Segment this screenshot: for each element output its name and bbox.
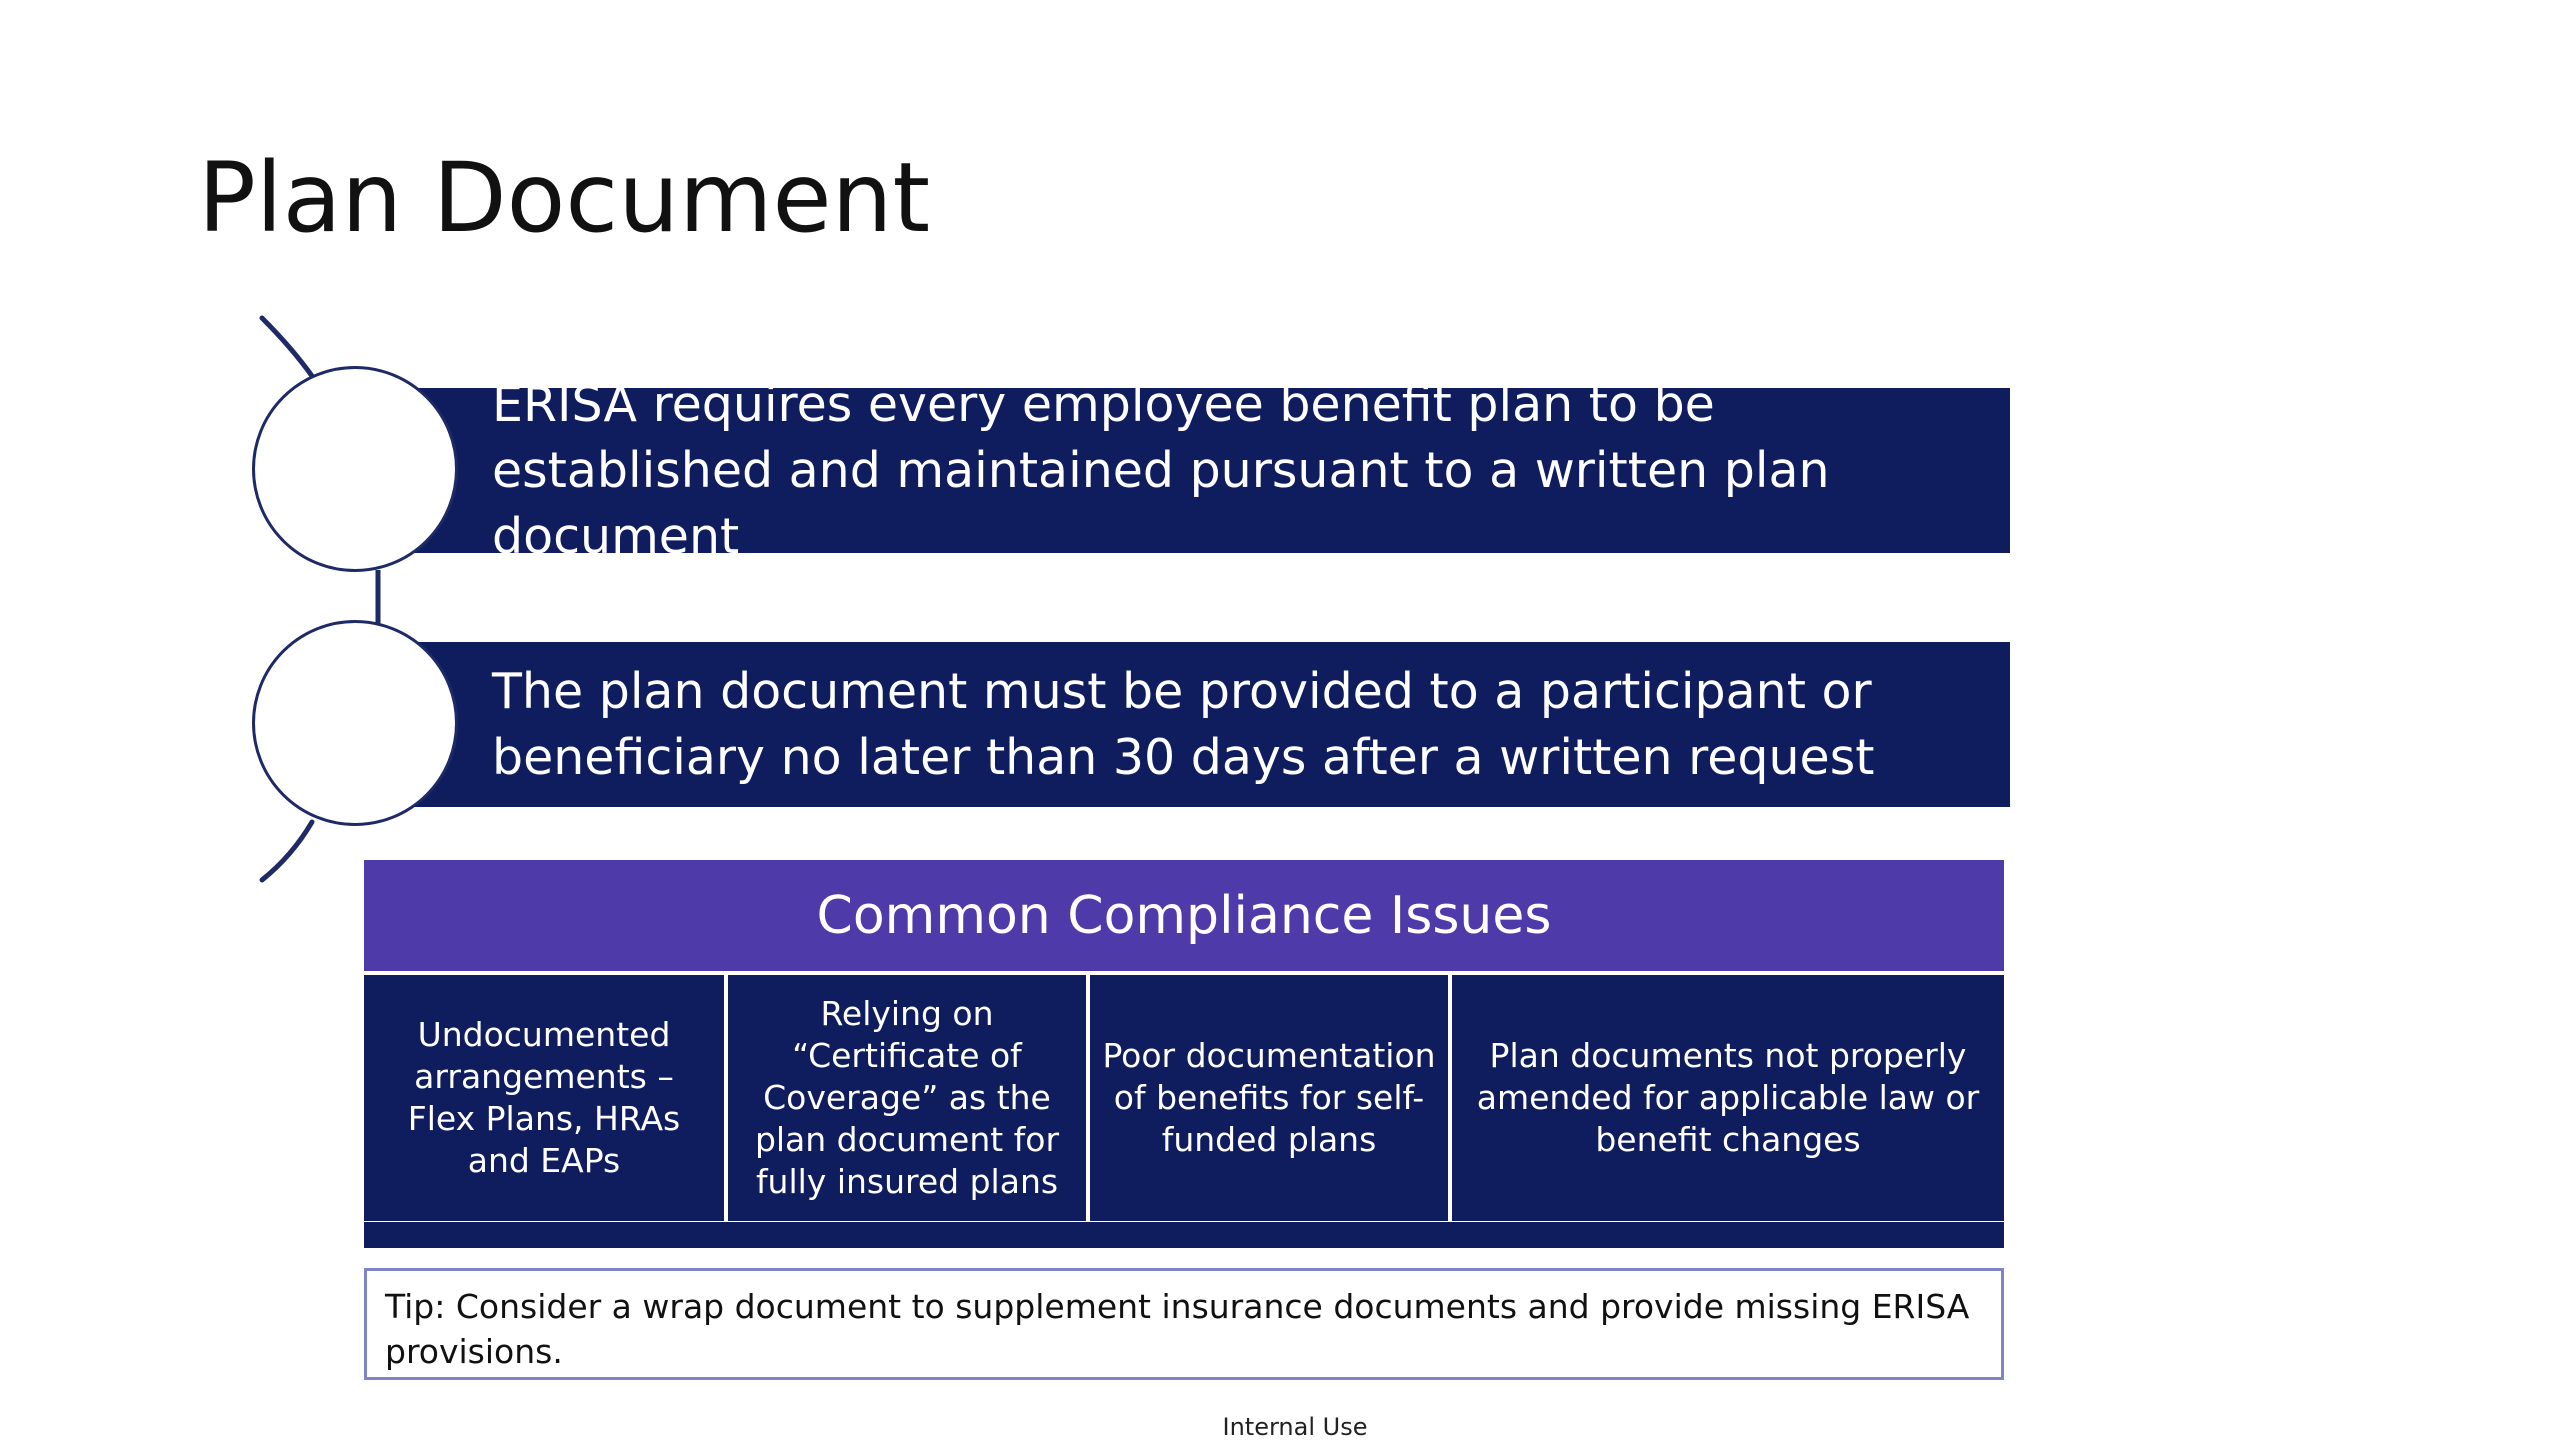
provision-deadline-text: The plan document must be provided to a participant or beneficiary no later than 30 days after a written request	[492, 662, 1875, 786]
erisa-requirement-banner	[410, 375, 2010, 565]
slide-title: Plan Document	[198, 142, 931, 254]
timeline-circle-2	[252, 620, 458, 826]
compliance-issues-header: Common Compliance Issues	[364, 860, 2004, 971]
compliance-issue-documentation: Poor documentation of benefits for self-funded plans	[1090, 975, 1448, 1221]
compliance-issue-undocumented: Undocumented arrangements – Flex Plans, HRAs and EAPs	[364, 975, 724, 1221]
erisa-requirement-text: ERISA requires every employee benefit plan to be established and maintained pursuant to a written plan document	[492, 375, 1830, 565]
timeline-circle-1	[252, 366, 458, 572]
provision-deadline-banner	[410, 642, 2010, 807]
compliance-issues-row	[364, 975, 2004, 1221]
internal-use-label: Internal Use	[1222, 1413, 1368, 1440]
compliance-footer-bar	[364, 1222, 2004, 1248]
compliance-issue-certificate: Relying on “Certificate of Coverage” as the plan document for fully insured plans	[728, 975, 1086, 1221]
compliance-issue-amendment: Plan documents not properly amended for applicable law or benefit changes	[1452, 975, 2004, 1221]
tip-box: Tip: Consider a wrap document to supplement insurance documents and provide missing ERISA provisions.	[364, 1268, 2004, 1380]
